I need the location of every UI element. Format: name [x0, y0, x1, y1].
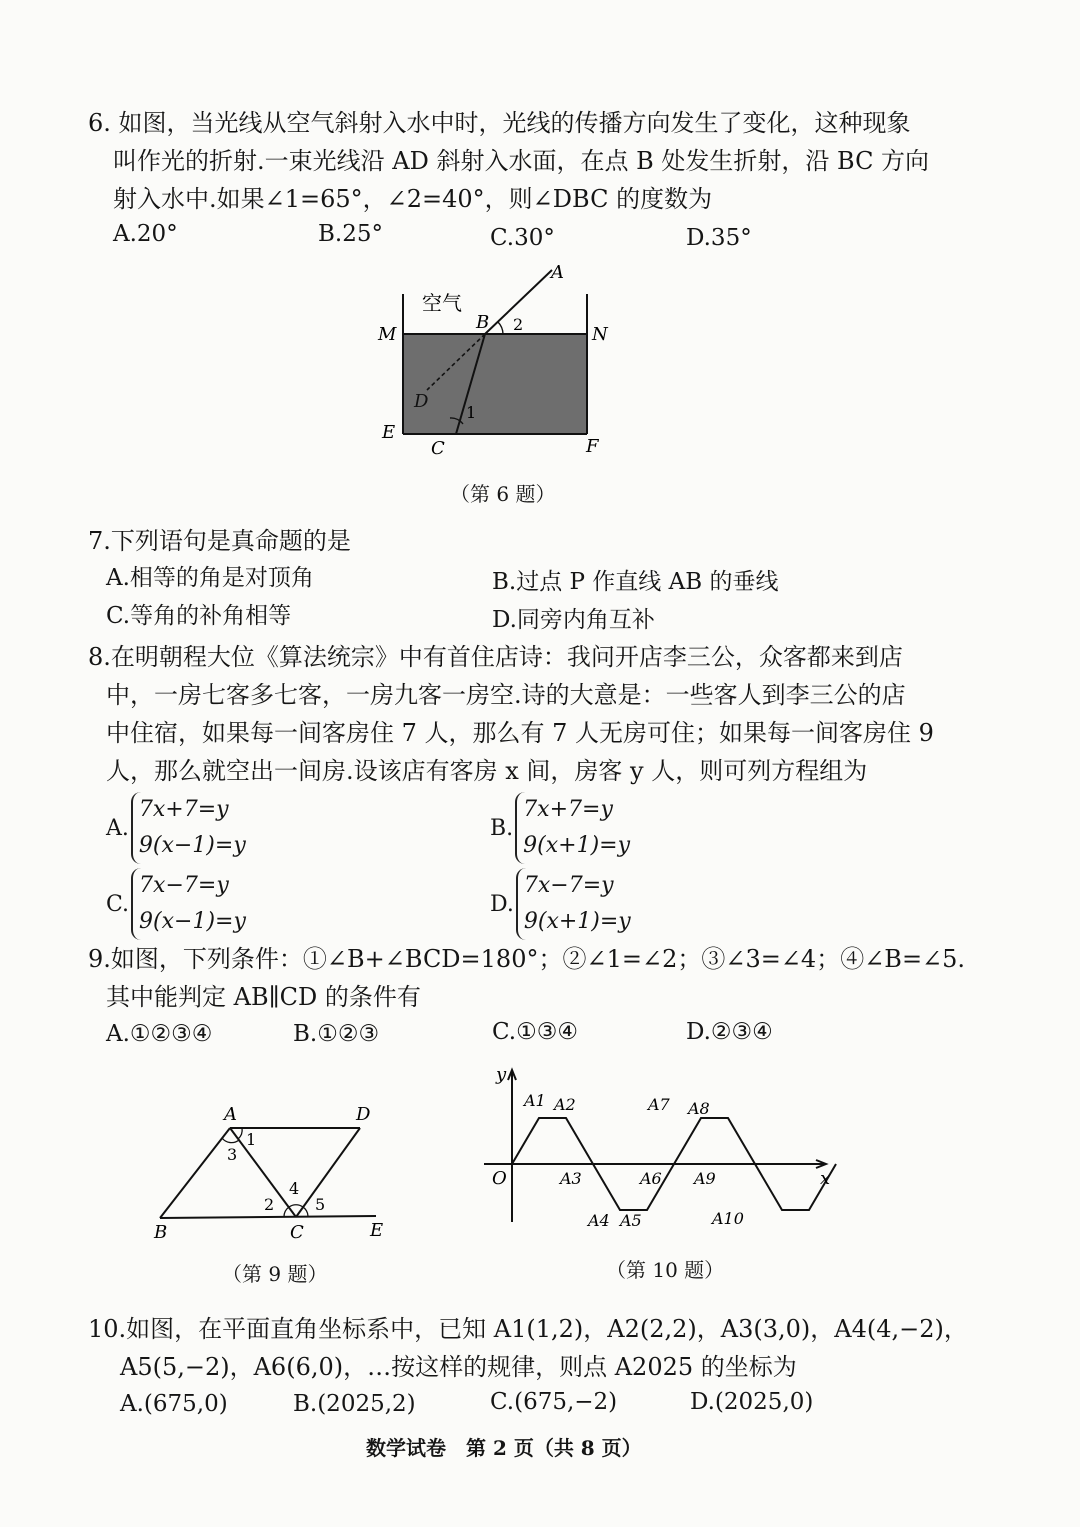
label-y: y	[496, 1064, 507, 1085]
line-ab	[160, 1128, 230, 1218]
label-b: B	[154, 1222, 168, 1243]
q8-option-b-system	[515, 792, 630, 864]
q10-caption: （第 10 题）	[606, 1258, 725, 1282]
q6-stem-line3: 射入水中.如果∠1=65°，∠2=40°，则∠DBC 的度数为	[113, 185, 713, 213]
q8-option-a-eq1: 7x+7=y	[138, 797, 229, 822]
q8-stem-line1: 8.在明朝程大位《算法统宗》中有首住店诗：我问开店李三公，众客都来到店	[88, 643, 903, 671]
angle-3-arc	[222, 1138, 239, 1143]
q10-zigzag-figure	[484, 1060, 844, 1240]
label-a9: A9	[694, 1169, 716, 1188]
q8-option-b	[490, 792, 630, 864]
label-d: D	[414, 391, 429, 412]
label-angle-2: 2	[513, 315, 524, 334]
label-a3: A3	[560, 1169, 582, 1188]
q7-option-a: A.相等的角是对顶角	[106, 565, 314, 591]
label-a7: A7	[648, 1095, 670, 1114]
label-angle-3: 3	[227, 1145, 238, 1164]
label-a8: A8	[688, 1099, 710, 1118]
label-b: B	[476, 312, 490, 333]
label-a: A	[224, 1104, 237, 1125]
q9-option-b: B.①②③	[293, 1021, 380, 1047]
label-air: 空气	[422, 291, 462, 315]
q9-option-c: C.①③④	[492, 1019, 578, 1045]
q9-stem-line2: 其中能判定 AB∥CD 的条件有	[106, 983, 421, 1011]
label-angle-1: 1	[466, 403, 477, 422]
q6-refraction-figure	[370, 258, 630, 468]
page-footer: 数学试卷 第 2 页（共 8 页）	[366, 1436, 642, 1460]
q8-option-a-label: A.	[106, 815, 129, 841]
q10-option-b: B.(2025,2)	[293, 1391, 416, 1417]
q8-option-d-label: D.	[490, 891, 514, 917]
line-dc	[296, 1128, 360, 1217]
q7-option-d: D.同旁内角互补	[492, 607, 655, 633]
label-f: F	[586, 436, 599, 457]
q8-option-b-eq1: 7x+7=y	[523, 797, 613, 822]
q9-caption: （第 9 题）	[222, 1262, 328, 1286]
q6-stem-line2: 叫作光的折射.一束光线沿 AD 斜射入水面，在点 B 处发生折射，沿 BC 方向	[113, 147, 930, 175]
label-a1: A1	[524, 1091, 546, 1110]
q6-stem-line1: 6. 如图，当光线从空气斜射入水中时，光线的传播方向发生了变化，这种现象	[88, 109, 911, 137]
q6-option-c: C.30°	[490, 225, 555, 251]
label-angle-1: 1	[246, 1130, 257, 1149]
q8-stem-line4: 人，那么就空出一间房.设该店有客房 x 间，房客 y 人，则可列方程组为	[106, 757, 868, 785]
label-n: N	[592, 324, 608, 345]
label-a2: A2	[554, 1095, 576, 1114]
line-be	[160, 1216, 376, 1218]
q8-option-c-eq1: 7x−7=y	[139, 873, 229, 898]
label-e: E	[370, 1220, 384, 1241]
q6-option-a: A.20°	[113, 221, 178, 247]
angle-4-arc	[289, 1205, 303, 1207]
label-a5: A5	[620, 1211, 642, 1230]
angle-1-arc	[238, 1128, 242, 1139]
label-angle-5: 5	[315, 1195, 326, 1214]
q8-option-d-eq2: 9(x+1)=y	[523, 909, 631, 934]
label-e: E	[382, 422, 396, 443]
q9-parallel-figure	[150, 1098, 400, 1248]
q8-option-a-eq2: 9(x−1)=y	[138, 833, 246, 858]
q10-option-a: A.(675,0)	[120, 1391, 228, 1417]
q7-option-c: C.等角的补角相等	[106, 603, 292, 629]
q8-option-c-system	[131, 868, 246, 940]
q10-stem-line1: 10.如图，在平面直角坐标系中，已知 A1(1,2)，A2(2,2)，A3(3,0)，A4(4,−2)，	[88, 1315, 968, 1343]
q10-option-d: D.(2025,0)	[690, 1389, 814, 1415]
label-c: C	[290, 1222, 304, 1243]
label-angle-4: 4	[289, 1179, 300, 1198]
label-origin: O	[492, 1168, 507, 1189]
label-a6: A6	[640, 1169, 662, 1188]
q8-option-d	[490, 868, 631, 940]
q6-caption: （第 6 题）	[450, 482, 556, 506]
q8-option-d-system	[516, 868, 631, 940]
label-m: M	[378, 324, 397, 345]
q8-option-b-label: B.	[490, 815, 514, 841]
q9-option-a: A.①②③④	[106, 1021, 213, 1047]
q10-stem-line2: A5(5,−2)，A6(6,0)，…按这样的规律，则点 A2025 的坐标为	[120, 1353, 797, 1381]
angle-2-arc	[284, 1207, 289, 1217]
q9-stem-line1: 9.如图，下列条件：①∠B+∠BCD=180°；②∠1=∠2；③∠3=∠4；④∠B=∠5.	[88, 945, 966, 973]
water-region	[403, 334, 587, 434]
q6-option-b: B.25°	[318, 221, 383, 247]
q8-option-c	[106, 868, 246, 940]
angle-2-arc	[498, 322, 503, 334]
q8-option-c-eq2: 9(x−1)=y	[139, 909, 246, 934]
q8-option-a-system	[131, 792, 246, 864]
q8-option-c-label: C.	[106, 891, 130, 917]
line-ac	[230, 1128, 296, 1217]
angle-5-arc	[303, 1207, 308, 1216]
q10-option-c: C.(675,−2)	[490, 1389, 618, 1415]
label-a4: A4	[588, 1211, 610, 1230]
q9-option-d: D.②③④	[686, 1019, 773, 1045]
label-c: C	[431, 438, 445, 459]
q8-option-b-eq2: 9(x+1)=y	[523, 833, 631, 858]
q6-option-d: D.35°	[686, 225, 752, 251]
label-d: D	[356, 1104, 371, 1125]
q8-stem-line3: 中住宿，如果每一间客房住 7 人，那么有 7 人无房可住；如果每一间客房住 9	[106, 719, 934, 747]
label-a: A	[551, 262, 564, 283]
label-a10: A10	[712, 1209, 744, 1228]
q8-stem-line2: 中，一房七客多七客，一房九客一房空.诗的大意是：一些客人到李三公的店	[106, 681, 906, 709]
q7-option-b: B.过点 P 作直线 AB 的垂线	[492, 569, 779, 595]
q8-option-a	[106, 792, 246, 864]
q7-stem: 7.下列语句是真命题的是	[88, 527, 351, 555]
label-angle-2: 2	[264, 1195, 275, 1214]
q8-option-d-eq1: 7x−7=y	[523, 873, 614, 898]
label-x: x	[820, 1168, 831, 1189]
